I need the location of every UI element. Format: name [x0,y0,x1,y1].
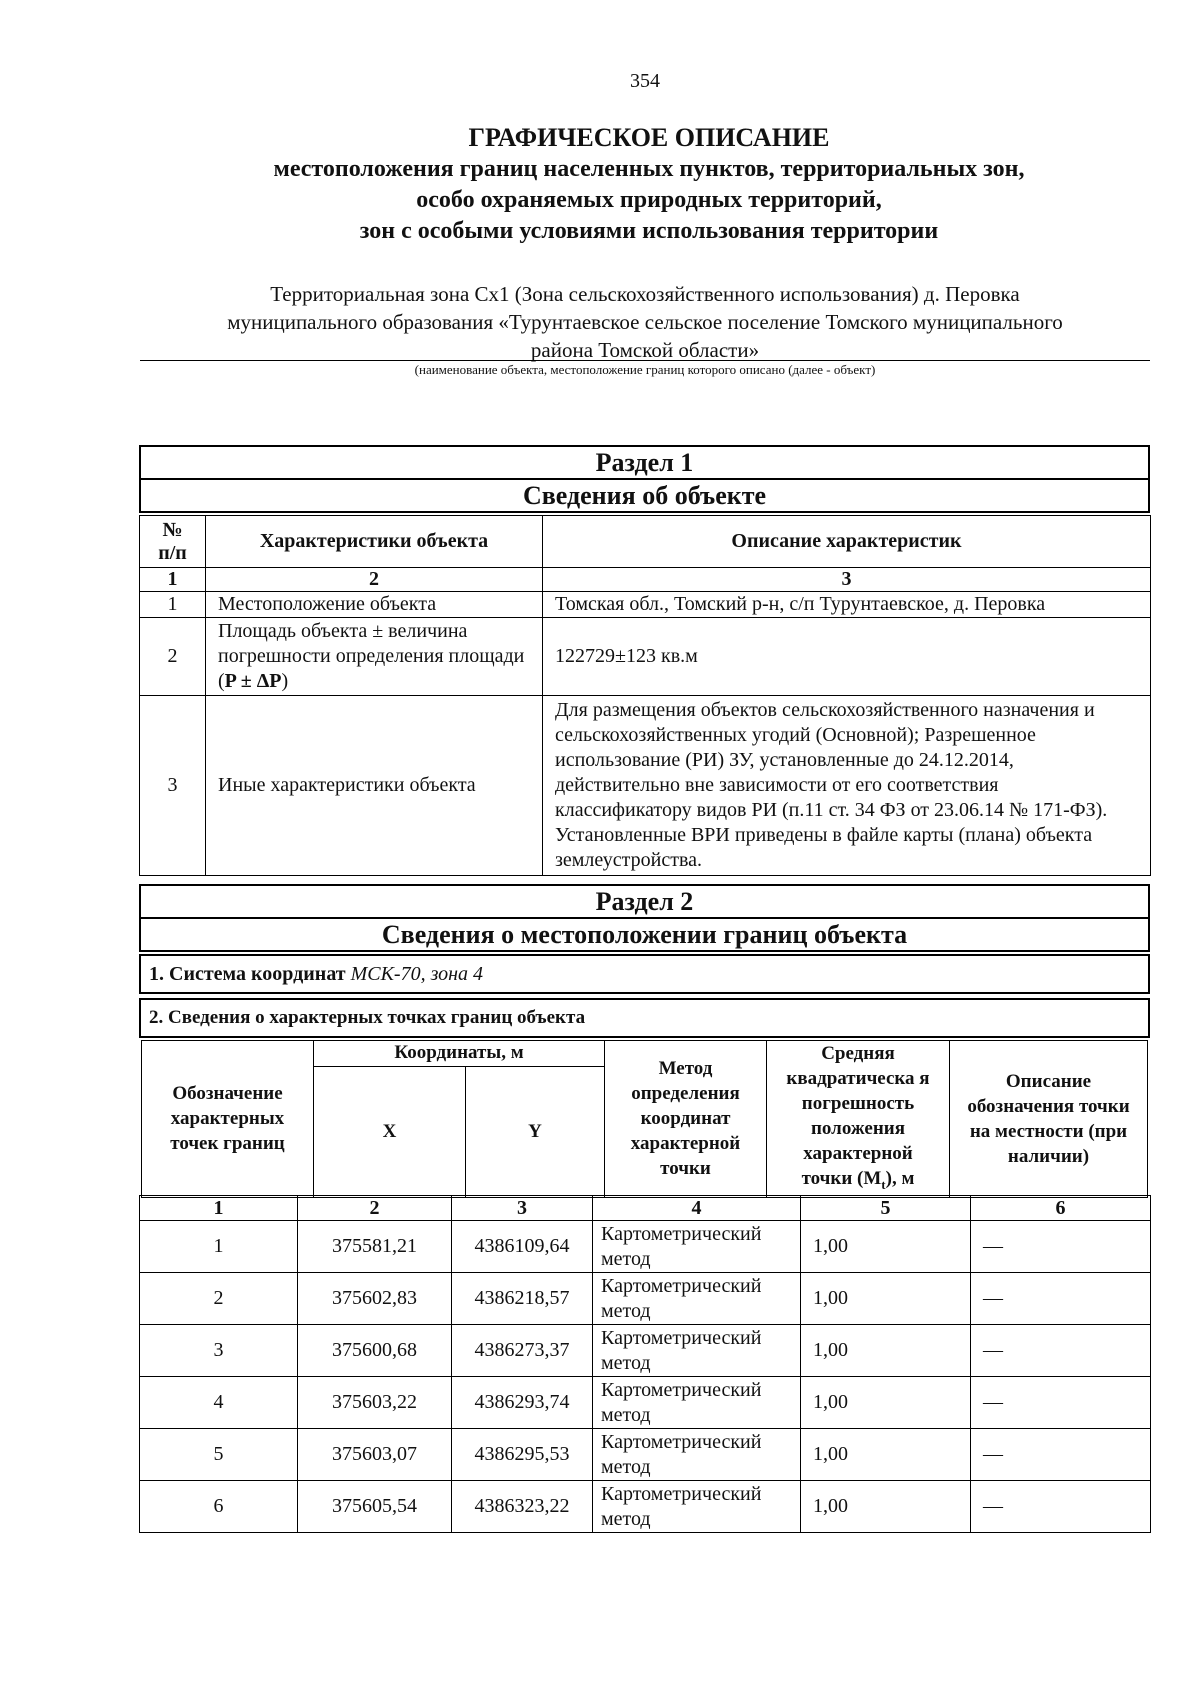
section1-subtitle: Сведения об объекте [140,479,1149,512]
column-number: 2 [298,1196,452,1221]
column-number: 1 [140,1196,298,1221]
table-row [140,1377,1151,1429]
col-header-y: Y [466,1066,605,1197]
section2-title: Раздел 2 [140,885,1149,918]
col-header-characteristic: Характеристики объекта [206,516,543,568]
object-name [140,280,1150,364]
characteristic-name-suffix: ) [281,670,289,692]
point-error: 1,00 [801,1429,971,1481]
error-header-text: Средняя квадратическа я погрешность положения характерной точки (M [786,1043,930,1189]
row-number: 1 [140,592,206,618]
object-name-caption: (наименование объекта, местоположение границ которого описано (далее - объект) [414,362,876,377]
point-error: 1,00 [801,1481,971,1533]
table-row [140,1429,1151,1481]
point-method: Картометрический метод [593,1221,801,1273]
column-number: 3 [452,1196,593,1221]
object-name-line: муниципального образования «Турунтаевское сельское поселение Томского муниципального [227,310,1063,334]
point-x: 375602,83 [298,1273,452,1325]
column-number: 6 [971,1196,1151,1221]
object-name-line: Территориальная зона Сх1 (Зона сельскохозяйственного использования) д. Перовка [270,282,1020,306]
document-subtitle-line: зон с особыми условиями использования территории [359,218,939,244]
point-x: 375603,22 [298,1377,452,1429]
section2-heading [139,884,1150,952]
points-info-label: 2. Сведения о характерных точках границ объекта [140,999,1149,1037]
characteristic-value: Для размещения объектов сельскохозяйственного назначения и сельскохозяйственных угодий (Основной); Разрешенное использование (РИ) ЗУ, установленные до 24.12.2014, действительно вне зависимости от его соответствия классификатору видов РИ (п.11 ст. 34 ФЗ от 23.06.14 № 171-ФЗ). Установленные ВРИ приведены в файле карты (плана) объекта землеустройства. [543,696,1151,876]
point-description: — [971,1377,1151,1429]
characteristic-name: Местоположение объекта [206,592,543,618]
col-header-coordinates: Координаты, м [314,1041,605,1067]
point-y: 4386295,53 [452,1429,593,1481]
col-header-designation: Обозначение характерных точек границ [142,1041,314,1198]
column-number: 4 [593,1196,801,1221]
point-method: Картометрический метод [593,1377,801,1429]
point-description: — [971,1273,1151,1325]
point-error: 1,00 [801,1273,971,1325]
point-number: 2 [140,1273,298,1325]
point-error: 1,00 [801,1221,971,1273]
column-number: 1 [140,568,206,592]
section2-subtitle: Сведения о местоположении границ объекта [140,918,1149,951]
error-header-suffix: ), м [885,1168,915,1189]
point-description: — [971,1221,1151,1273]
points-info-block [139,998,1150,1038]
coordinate-system-block [139,954,1150,994]
error-header-subscript: t [881,1176,886,1192]
column-number-row [140,1196,1151,1221]
point-description: — [971,1481,1151,1533]
point-description: — [971,1325,1151,1377]
column-number: 2 [206,568,543,592]
point-description: — [971,1429,1151,1481]
point-method: Картометрический метод [593,1273,801,1325]
point-number: 4 [140,1377,298,1429]
point-method: Картометрический метод [593,1325,801,1377]
table-row [140,696,1151,876]
characteristic-name [206,618,543,696]
table-row [140,592,1151,618]
point-x: 375603,07 [298,1429,452,1481]
characteristic-value: Томская обл., Томский р-н, с/п Турунтаевское, д. Перовка [543,592,1151,618]
section1-heading [139,445,1150,513]
table-row [140,1221,1151,1273]
point-number: 6 [140,1481,298,1533]
point-method: Картометрический метод [593,1481,801,1533]
point-number: 3 [140,1325,298,1377]
coordinate-system-label: 1. Система координат [149,962,346,985]
col-header-description: Описание характеристик [543,516,1151,568]
document-header [120,122,1178,247]
area-formula: P ± ΔP [224,670,282,692]
object-characteristics-table [139,515,1151,876]
row-number: 2 [140,618,206,696]
table-row [140,618,1151,696]
point-y: 4386273,37 [452,1325,593,1377]
point-method: Картометрический метод [593,1429,801,1481]
table-header-row [140,516,1151,568]
col-header-number: № п/п [140,516,206,568]
point-y: 4386109,64 [452,1221,593,1273]
table-row [140,1273,1151,1325]
col-header-error [767,1041,950,1198]
table-row [140,1481,1151,1533]
point-number: 1 [140,1221,298,1273]
column-number: 5 [801,1196,971,1221]
point-y: 4386323,22 [452,1481,593,1533]
section1-title: Раздел 1 [140,446,1149,479]
points-table [139,1195,1151,1533]
point-x: 375581,21 [298,1221,452,1273]
point-number: 5 [140,1429,298,1481]
page-number: 354 [630,70,660,92]
document-subtitle-line: местоположения границ населенных пунктов, территориальных зон, [273,156,1025,182]
table-row [140,1325,1151,1377]
document-subtitle-line: особо охраняемых природных территорий, [416,187,882,213]
col-header-method: Метод определения координат характерной точки [605,1041,767,1198]
characteristic-name-text: Площадь объекта ± величина погрешности определения площади ( [218,620,525,692]
point-x: 375600,68 [298,1325,452,1377]
point-y: 4386218,57 [452,1273,593,1325]
col-header-x: X [314,1066,466,1197]
point-error: 1,00 [801,1325,971,1377]
column-number: 3 [543,568,1151,592]
point-y: 4386293,74 [452,1377,593,1429]
column-number-row [140,568,1151,592]
row-number: 3 [140,696,206,876]
point-x: 375605,54 [298,1481,452,1533]
characteristic-value: 122729±123 кв.м [543,618,1151,696]
object-name-line: района Томской области» [530,338,760,362]
point-error: 1,00 [801,1377,971,1429]
coordinate-system-value: МСК-70, зона 4 [350,962,484,985]
characteristic-name: Иные характеристики объекта [206,696,543,876]
points-table-header [141,1040,1148,1198]
document-title: ГРАФИЧЕСКОЕ ОПИСАНИЕ [468,123,830,152]
col-header-point-description: Описание обозначения точки на местности (при наличии) [950,1041,1148,1198]
object-name-underline [140,360,1150,361]
